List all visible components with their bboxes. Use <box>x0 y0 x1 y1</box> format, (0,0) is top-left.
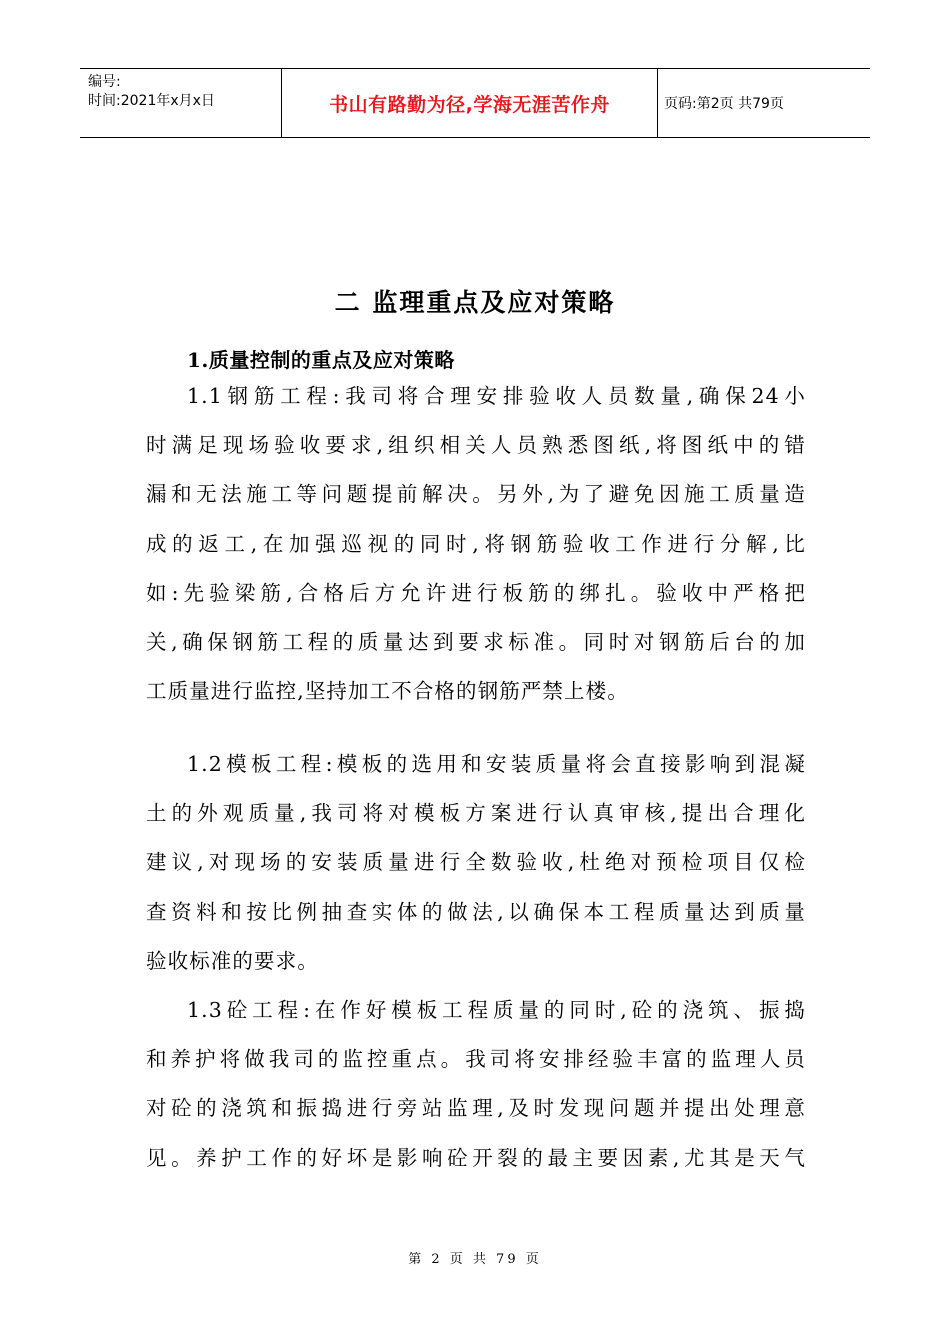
paragraph-line: 时满足现场验收要求,组织相关人员熟悉图纸,将图纸中的错 <box>146 433 806 458</box>
page-header <box>80 68 870 138</box>
paragraph-line: 关,确保钢筋工程的质量达到要求标准。同时对钢筋后台的加 <box>146 630 806 655</box>
paragraph-line: 验收标准的要求。 <box>146 948 319 973</box>
paragraph-rebar <box>146 372 806 716</box>
paragraph-line: 1.1钢筋工程:我司将合理安排验收人员数量,确保24小 <box>187 384 806 408</box>
date-label: 时间:2021年x月x日 <box>88 93 215 109</box>
paragraph-line: 和养护将做我司的监控重点。我司将安排经验丰富的监理人员 <box>146 1047 806 1072</box>
paragraph-formwork <box>146 740 806 986</box>
header-page-info: 页码:第2页 共79页 <box>664 96 784 112</box>
paragraph-line: 对砼的浇筑和振捣进行旁站监理,及时发现问题并提出处理意 <box>146 1096 806 1121</box>
paragraph-line: 查资料和按比例抽查实体的做法,以确保本工程质量达到质量 <box>146 899 806 924</box>
paragraph-concrete <box>146 986 806 1183</box>
paragraph-line: 1.2模板工程:模板的选用和安装质量将会直接影响到混凝 <box>187 752 806 776</box>
paragraph-line: 见。养护工作的好坏是影响砼开裂的最主要因素,尤其是天气 <box>146 1145 806 1170</box>
paragraph-line: 土的外观质量,我司将对模板方案进行认真审核,提出合理化 <box>146 801 806 826</box>
paragraph-line: 1.3砼工程:在作好模板工程质量的同时,砼的浇筑、振捣 <box>187 998 806 1022</box>
serial-label: 编号: <box>88 74 121 90</box>
section-title: 二 监理重点及应对策略 <box>334 288 616 317</box>
header-meta <box>80 69 282 137</box>
paragraph-line: 成的返工,在加强巡视的同时,将钢筋验收工作进行分解,比 <box>146 531 806 556</box>
paragraph-line: 如:先验梁筋,合格后方允许进行板筋的绑扎。验收中严格把 <box>146 580 806 605</box>
paragraph-line: 建议,对现场的安装质量进行全数验收,杜绝对预检项目仅检 <box>146 850 806 875</box>
paragraph-line: 工质量进行监控,坚持加工不合格的钢筋严禁上楼。 <box>146 679 629 704</box>
paragraph-line: 漏和无法施工等问题提前解决。另外,为了避免因施工质量造 <box>146 482 806 507</box>
header-motto: 书山有路勤为径,学海无涯苦作舟 <box>282 69 658 137</box>
section-subheading: 1.质量控制的重点及应对策略 <box>187 348 455 372</box>
page-footer: 第 2 页 共 79 页 <box>408 1252 542 1267</box>
